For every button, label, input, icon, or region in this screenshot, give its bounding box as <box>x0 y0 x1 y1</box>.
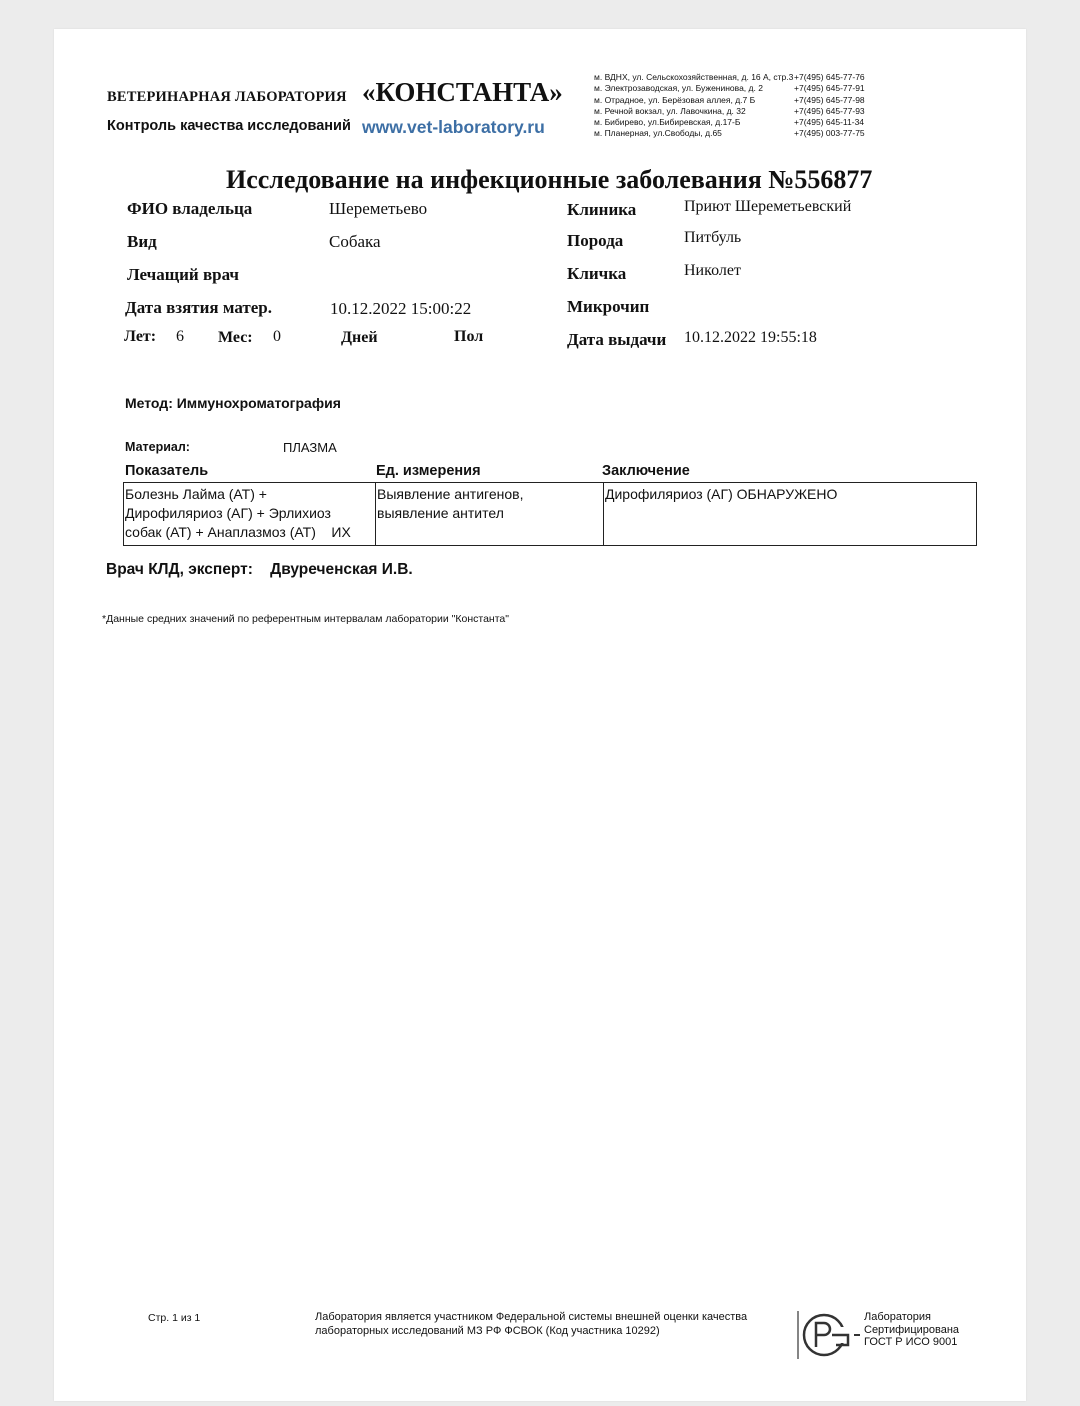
conclusion-text: Дирофиляриоз (АГ) ОБНАРУЖЕНО <box>605 486 838 502</box>
owner-label: ФИО владельца <box>127 199 253 218</box>
sex-label: Пол <box>454 328 484 345</box>
table-row <box>124 483 977 546</box>
nickname-label: Кличка <box>567 264 627 283</box>
column-header-conclusion: Заключение <box>602 463 690 479</box>
address-list <box>594 72 864 140</box>
attending-doctor-label: Лечащий врач <box>127 265 239 284</box>
issue-date-value: 10.12.2022 19:55:18 <box>684 329 817 346</box>
indicator-cell <box>124 483 376 546</box>
clinic-value: Приют Шереметьевский <box>684 198 852 215</box>
address-row: м. Электрозаводская, ул. Буженинова, д. 2 +7(495) 645-77-91 <box>594 83 865 94</box>
indicator-line: Дирофиляриоз (АГ) + Эрлихиоз <box>125 505 331 521</box>
lab-subtitle: Контроль качества исследований <box>107 118 351 134</box>
expert-doctor-line: Врач КЛД, эксперт: Двуреченская И.В. <box>106 561 413 578</box>
cert-line: Лаборатория <box>864 1311 931 1323</box>
address-row: м. Бибирево, ул.Бибиревская, д.17-Б +7(495) 645-11-34 <box>594 117 865 128</box>
species-value: Собака <box>329 232 381 251</box>
material-label: Материал: <box>125 440 190 454</box>
method-line: Метод: Иммунохроматография <box>125 395 341 411</box>
material-value: ПЛАЗМА <box>283 440 337 455</box>
species-label: Вид <box>127 232 157 251</box>
address-row: м. Отрадное, ул. Берёзовая аллея, д.7 Б +7(495) 645-77-98 <box>594 94 865 105</box>
clinic-label: Клиника <box>567 200 637 219</box>
cert-line: Сертифицирована <box>864 1323 960 1336</box>
address-row: м. Речной вокзал, ул. Лавочкина, д. 32 +7(495) 645-77-93 <box>594 105 865 116</box>
age-months-value: 0 <box>273 328 281 345</box>
age-years-label: Лет: <box>124 328 157 345</box>
owner-value: Шереметьево <box>329 199 428 218</box>
age-days-label: Дней <box>341 329 378 346</box>
page-number: Стр. 1 из 1 <box>148 1312 201 1324</box>
document-page <box>54 29 1026 1401</box>
reference-footnote: *Данные средних значений по референтным интервалам лаборатории "Константа" <box>102 613 509 625</box>
column-header-unit: Ед. измерения <box>376 463 481 479</box>
breed-value: Питбуль <box>684 229 742 246</box>
sample-date-value: 10.12.2022 15:00:22 <box>330 299 472 318</box>
indicator-line: Болезнь Лайма (АТ) + <box>125 486 267 502</box>
unit-cell <box>376 483 604 546</box>
cert-line: ГОСТ Р ИСО 9001 <box>864 1336 958 1348</box>
address-row: м. Планерная, ул.Свободы, д.65 +7(495) 003-77-75 <box>594 128 865 139</box>
lab-website[interactable]: www.vet-laboratory.ru <box>362 117 545 137</box>
nickname-value: Николет <box>684 262 741 279</box>
age-months-label: Мес: <box>218 329 253 346</box>
certification-text <box>864 1311 959 1349</box>
microchip-label: Микрочип <box>567 297 650 316</box>
lab-brand: «КОНСТАНТА» <box>362 77 563 107</box>
document-title: Исследование на инфекционные заболевания №556877 <box>226 165 873 194</box>
unit-line: Выявление антигенов, <box>377 486 524 502</box>
issue-date-label: Дата выдачи <box>567 330 667 349</box>
age-years-value: 6 <box>176 328 184 345</box>
unit-line: выявление антител <box>377 505 504 521</box>
results-table <box>123 482 977 546</box>
lab-name: ВЕТЕРИНАРНАЯ ЛАБОРАТОРИЯ <box>107 89 347 105</box>
indicator-line: собак (АТ) + Анаплазмоз (АТ) ИХ <box>125 524 351 540</box>
fsvok-notice: Лаборатория является участником Федеральной системы внешней оценки качества лабораторных исследований МЗ РФ ФСВОК (Код участника 10292) <box>315 1311 748 1337</box>
conclusion-cell <box>604 483 977 546</box>
breed-label: Порода <box>567 231 624 250</box>
gost-certification-icon <box>796 1309 862 1361</box>
sample-date-label: Дата взятия матер. <box>125 298 272 317</box>
address-row: м. ВДНХ, ул. Сельскохозяйственная, д. 16 А, стр.3 +7(495) 645-77-76 <box>594 72 865 82</box>
column-header-indicator: Показатель <box>125 463 209 479</box>
